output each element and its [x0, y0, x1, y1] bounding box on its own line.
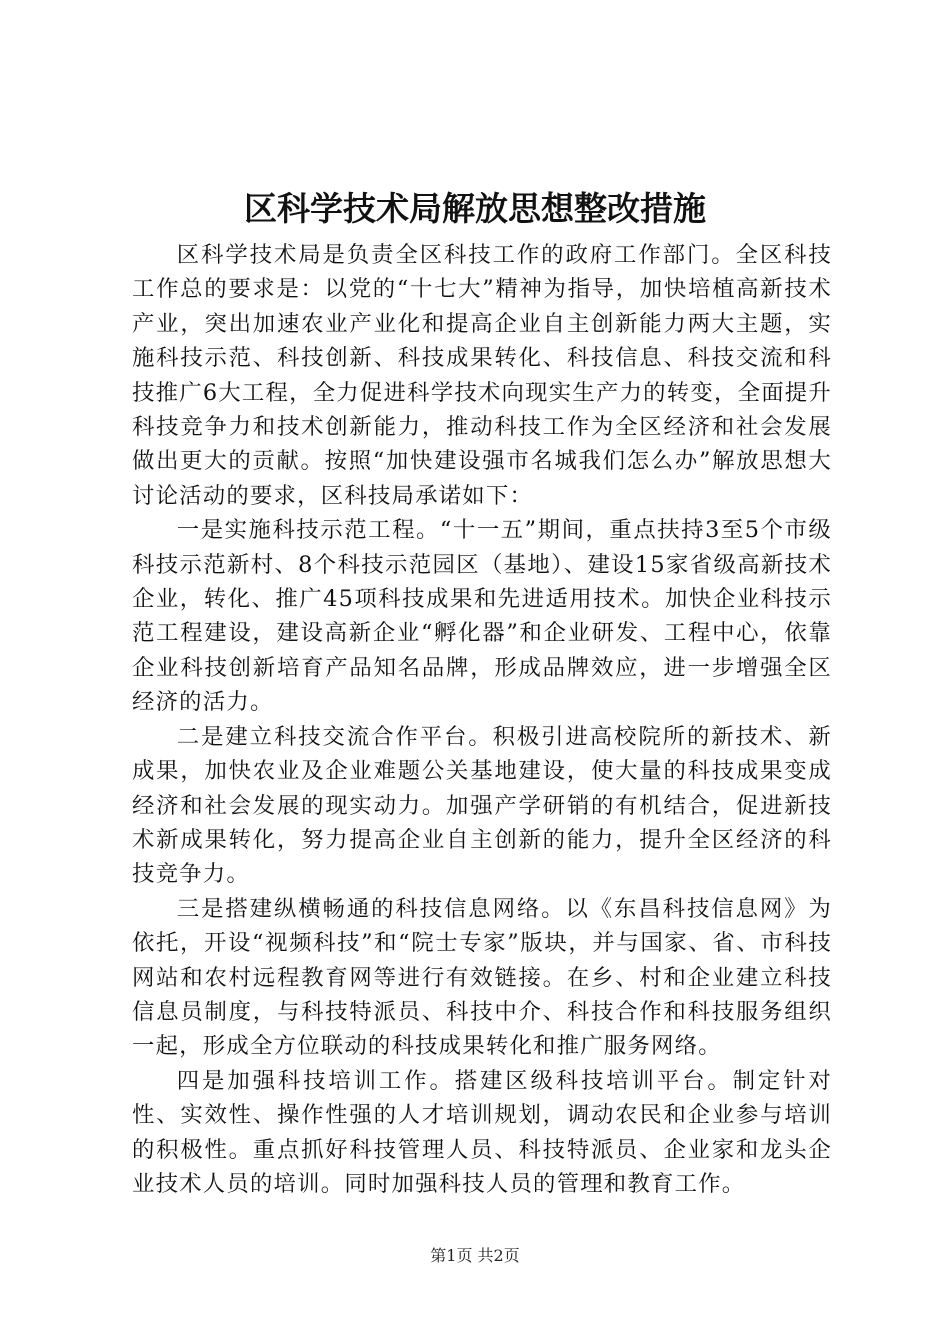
- paragraph-measure-4: 四是加强科技培训工作。搭建区级科技培训平台。制定针对性、实效性、操作性强的人才培训规划，调动农民和企业参与培训的积极性。重点抓好科技管理人员、科技特派员、企业家和龙头企业技术人员的培训。同时加强科技人员的管理和教育工作。: [132, 1067, 832, 1197]
- page-number-footer: 第1页 共2页: [430, 1246, 520, 1265]
- document-body: [132, 238, 832, 1201]
- document-title: 区科学技术局解放思想整改措施: [244, 189, 706, 228]
- paragraph-measure-2: 二是建立科技交流合作平台。积极引进高校院所的新技术、新成果，加快农业及企业难题公关基地建设，使大量的科技成果变成经济和社会发展的现实动力。加强产学研销的有机结合，促进新技术新成果转化，努力提高企业自主创新的能力，提升全区经济的科技竞争力。: [132, 723, 832, 888]
- paragraph-measure-3: 三是搭建纵横畅通的科技信息网络。以《东昌科技信息网》为依托，开设“视频科技”和“院士专家”版块，并与国家、省、市科技网站和农村远程教育网等进行有效链接。在乡、村和企业建立科技信息员制度，与科技特派员、科技中介、科技合作和科技服务组织一起，形成全方位联动的科技成果转化和推广服务网络。: [132, 895, 832, 1060]
- paragraph-measure-1: 一是实施科技示范工程。“十一五”期间，重点扶持3至5个市级科技示范新村、8个科技示范园区（基地）、建设15家省级高新技术企业，转化、推广45项科技成果和先进适用技术。加快企业科技示范工程建设，建设高新企业“孵化器”和企业研发、工程中心，依靠企业科技创新培育产品知名品牌，形成品牌效应，进一步增强全区经济的活力。: [132, 517, 832, 716]
- paragraph-intro: 区科学技术局是负责全区科技工作的政府工作部门。全区科技工作总的要求是：以党的“十七大”精神为指导，加快培植高新技术产业，突出加速农业产业化和提高企业自主创新能力两大主题，实施科技示范、科技创新、科技成果转化、科技信息、科技交流和科技推广6大工程，全力促进科学技术向现实生产力的转变，全面提升科技竞争力和技术创新能力，推动科技工作为全区经济和社会发展做出更大的贡献。按照“加快建设强市名城我们怎么办”解放思想大讨论活动的要求，区科技局承诺如下：: [132, 242, 832, 509]
